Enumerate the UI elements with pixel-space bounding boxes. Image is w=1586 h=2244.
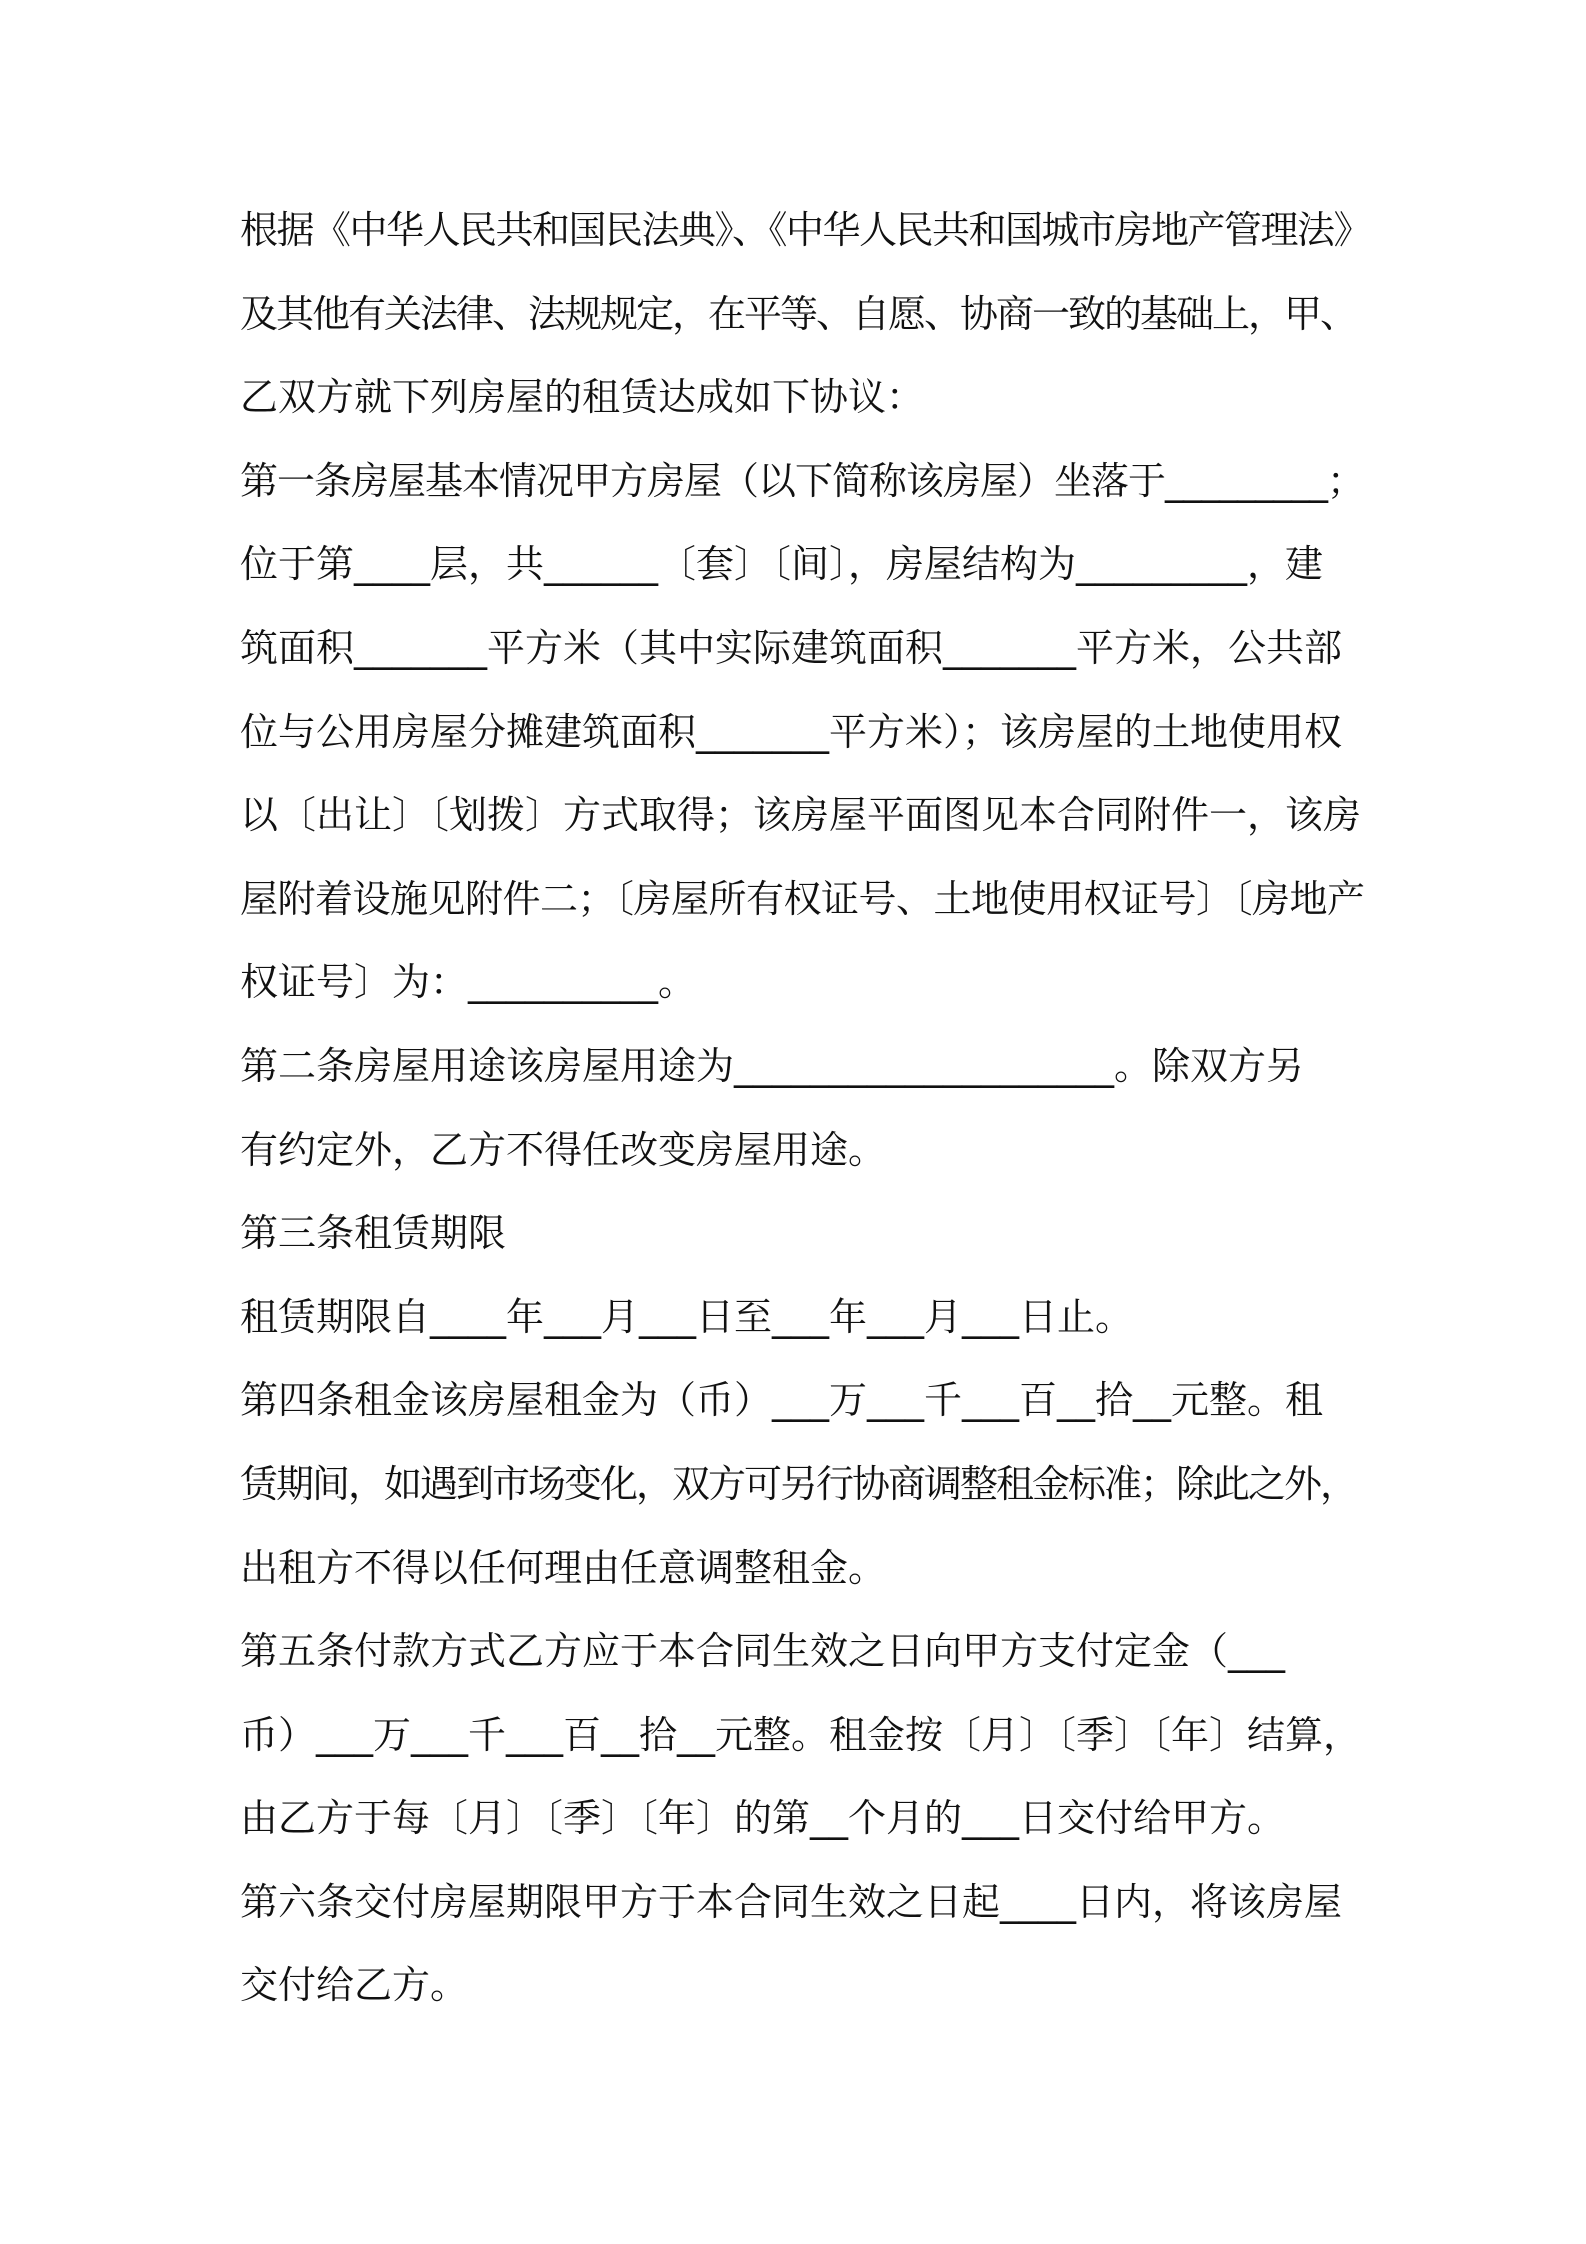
article-1-line-6: 屋附着设施见附件二；〔房屋所有权证号、土地使用权证号〕〔房地产 — [240, 876, 1365, 921]
article-1-line-3: 筑面积_______平方米（其中实际建筑面积_______平方米，公共部 — [240, 625, 1343, 670]
article-2-line-2: 有约定外，乙方不得任改变房屋用途。 — [240, 1127, 887, 1172]
article-4-line-2: 赁期间，如遇到市场变化，双方可另行协商调整租金标准；除此之外， — [240, 1461, 1357, 1506]
article-1-line-7: 权证号〕为：__________。 — [240, 960, 697, 1005]
article-6-line-2: 交付给乙方。 — [240, 1963, 469, 2008]
article-2-line-1: 第二条房屋用途该房屋用途为____________________。除双方另 — [240, 1043, 1305, 1088]
article-3-line-1: 租赁期限自____年___月___日至___年___月___日止。 — [240, 1294, 1134, 1339]
article-1-line-4: 位与公用房屋分摊建筑面积_______平方米）；该房屋的土地使用权 — [240, 709, 1343, 754]
article-6-line-1: 第六条交付房屋期限甲方于本合同生效之日起____日内，将该房屋 — [240, 1879, 1343, 1924]
article-3-heading: 第三条租赁期限 — [240, 1211, 507, 1256]
contract-body — [240, 200, 1370, 2039]
article-1-line-1: 第一条房屋基本情况甲方房屋（以下简称该房屋）坐落于_________； — [240, 458, 1365, 503]
article-1-line-2: 位于第____层，共______〔套〕〔间〕，房屋结构为_________，建 — [240, 542, 1324, 587]
article-1-line-5: 以〔出让〕〔划拨〕方式取得；该房屋平面图见本合同附件一，该房 — [240, 793, 1362, 838]
text-line-3: 乙双方就下列房屋的租赁达成如下协议： — [240, 375, 925, 420]
article-4-line-3: 出租方不得以任何理由任意调整租金。 — [240, 1545, 887, 1590]
article-5-line-1: 第五条付款方式乙方应于本合同生效之日向甲方支付定金（___ — [240, 1629, 1286, 1674]
article-5-line-2: 币）___万___千___百__拾__元整。租金按〔月〕〔季〕〔年〕结算， — [240, 1712, 1362, 1757]
text-line-1: 根据《中华人民共和国民法典》、《中华人民共和国城市房地产管理法》 — [240, 208, 1371, 252]
article-5-line-3: 由乙方于每〔月〕〔季〕〔年〕的第__个月的___日交付给甲方。 — [240, 1796, 1286, 1841]
article-4-line-1: 第四条租金该房屋租金为（币）___万___千___百__拾__元整。租 — [240, 1378, 1324, 1423]
text-line-2: 及其他有关法律、法规规定，在平等、自愿、协商一致的基础上，甲、 — [240, 291, 1357, 336]
